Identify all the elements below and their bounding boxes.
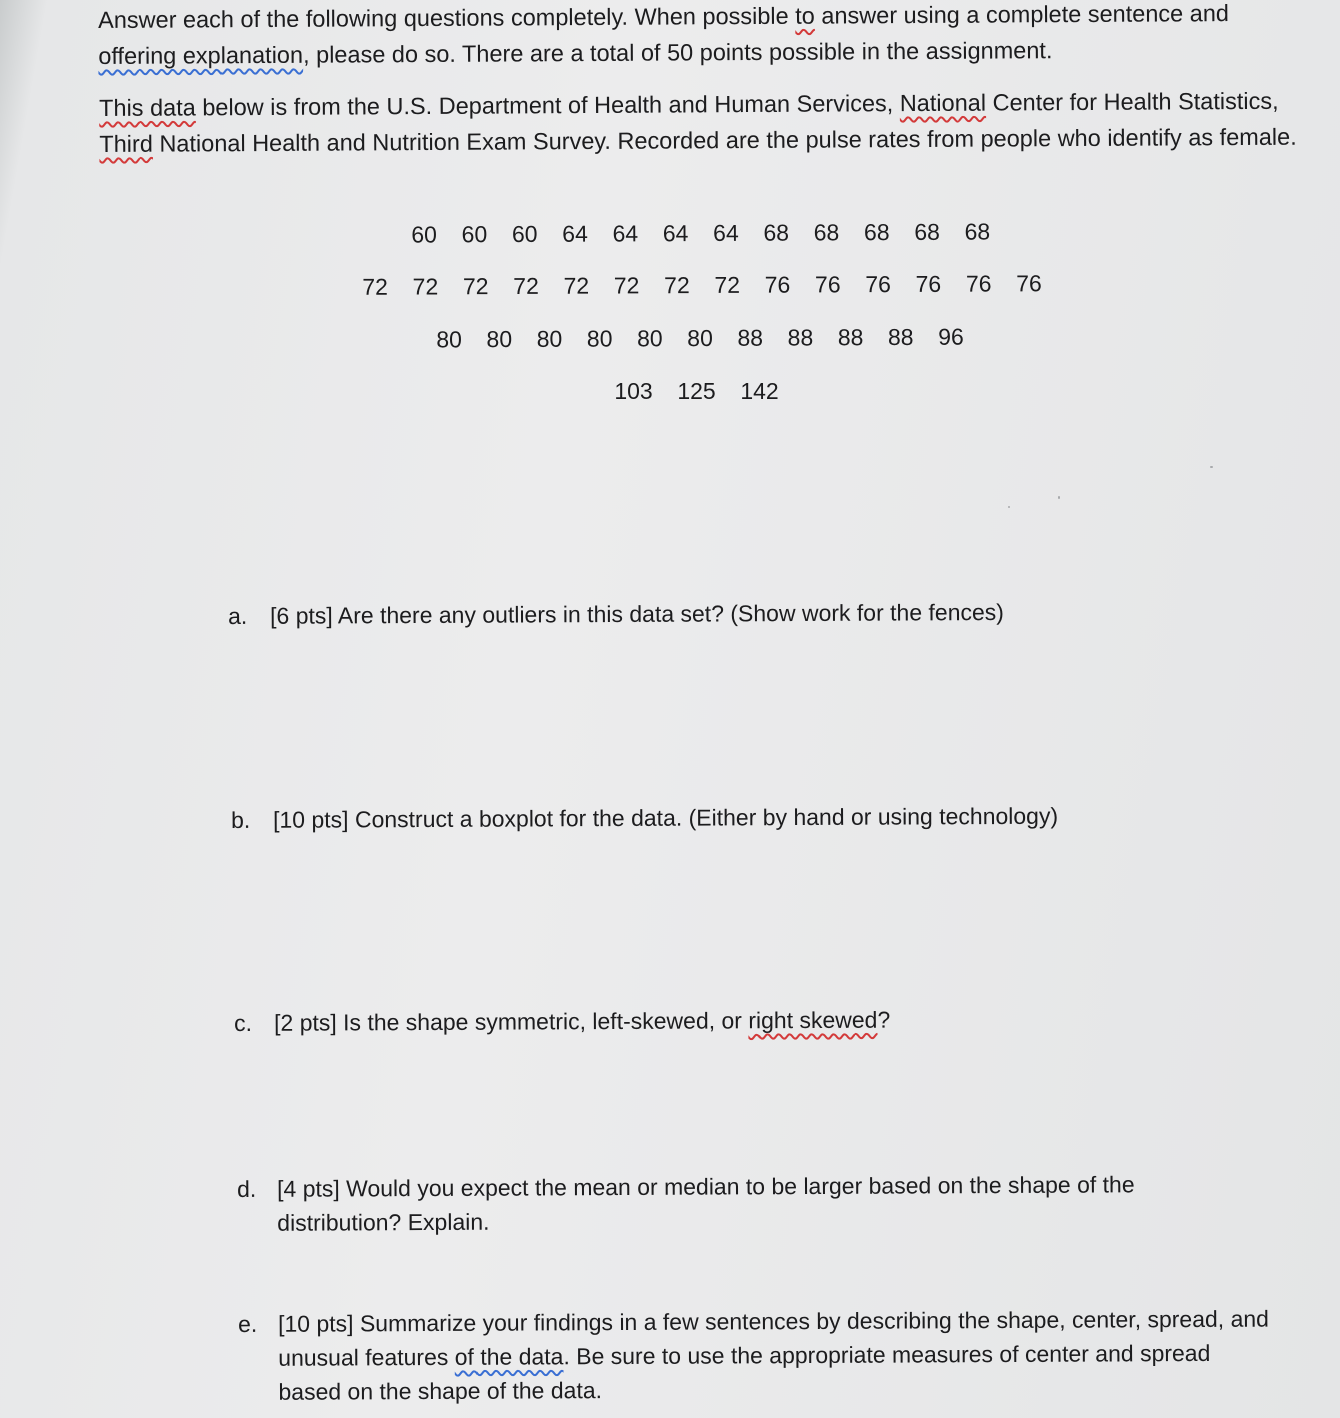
pulse-value: 96 (938, 323, 964, 350)
question-letter: b. (231, 806, 251, 833)
question-d (237, 1167, 1197, 1236)
pulse-data-row-3 (424, 324, 976, 354)
pulse-data-row-4 (602, 378, 791, 405)
pulse-value: 64 (562, 220, 588, 247)
spellcheck-word: Third (99, 130, 153, 157)
instructions-text: answer using a complete sentence and (814, 0, 1230, 29)
question-letter: e. (238, 1310, 258, 1337)
paper-speck (1058, 496, 1060, 499)
question-b (231, 798, 1191, 833)
pulse-value: 68 (813, 219, 840, 246)
question-c (234, 1001, 1134, 1036)
source-text: below is from the U.S. Department of Health and Human Services, (195, 90, 900, 121)
pulse-value: 76 (1016, 270, 1042, 297)
question-letter: a. (228, 602, 248, 629)
pulse-value: 72 (513, 272, 539, 299)
pulse-value: 72 (412, 273, 439, 300)
question-text-part: [10 pts] Summarize your findings in a few sentences by describing the shape, center, spread, and unusual features (278, 1305, 1269, 1371)
question-text: [10 pts] Construct a boxplot for the data. (Either by hand or using technology) (273, 802, 1059, 833)
pulse-value: 125 (677, 378, 716, 404)
question-text-part: ? (877, 1006, 891, 1033)
pulse-data-row-1 (399, 218, 1003, 248)
question-e (238, 1302, 1278, 1405)
pulse-value: 142 (740, 378, 779, 404)
pulse-value: 103 (614, 378, 653, 404)
spellcheck-phrase: right skewed (748, 1006, 878, 1034)
pulse-value: 64 (662, 220, 689, 247)
pulse-value: 88 (887, 323, 914, 351)
source-text: Center for Health Statistics, (985, 87, 1279, 116)
pulse-value: 88 (787, 324, 814, 351)
instructions-text: , please do so. There are a total of 50 points possible in the assignment. (302, 37, 1053, 68)
question-a (228, 594, 1128, 629)
spellcheck-word: National (899, 89, 987, 117)
pulse-value: 76 (764, 271, 791, 298)
pulse-value: 80 (636, 325, 663, 352)
question-text-part: . Be sure to use the appropriate measures of center and spread based on the shape of the data. (278, 1339, 1211, 1405)
pulse-value: 72 (462, 273, 489, 300)
pulse-value: 68 (863, 219, 890, 246)
pulse-value: 68 (964, 218, 991, 245)
source-text: National Health and Nutrition Exam Survey. Recorded are the pulse rates from people who identify as female. (152, 123, 1297, 157)
pulse-value: 72 (563, 272, 590, 299)
spellcheck-phrase: This data (99, 94, 196, 121)
question-text (278, 1302, 1279, 1409)
pulse-value: 76 (865, 271, 891, 298)
question-text: [4 pts] Would you expect the mean or median to be larger based on the shape of the distribution? Explain. (277, 1171, 1135, 1236)
pulse-value: 64 (612, 220, 639, 247)
spellcheck-word: to (795, 2, 815, 29)
paper-speck (1008, 506, 1010, 508)
pulse-value: 80 (687, 324, 713, 352)
pulse-value: 68 (914, 218, 940, 245)
pulse-value: 76 (965, 270, 992, 297)
pulse-value: 60 (461, 221, 488, 248)
pulse-value: 60 (511, 220, 538, 247)
pulse-value: 64 (713, 219, 739, 246)
pulse-value: 80 (586, 325, 613, 352)
paper-speck (1210, 466, 1213, 468)
pulse-value: 76 (814, 271, 841, 298)
pulse-value: 72 (362, 273, 389, 300)
pulse-value: 76 (915, 270, 942, 297)
pulse-value: 60 (411, 221, 438, 248)
question-letter: c. (234, 1009, 253, 1036)
pulse-value: 72 (714, 271, 741, 298)
pulse-value: 80 (536, 325, 563, 352)
question-text: [6 pts] Are there any outliers in this data set? (Show work for the fences) (270, 598, 1004, 629)
pulse-value: 68 (763, 219, 790, 246)
question-letter: d. (237, 1175, 257, 1202)
instructions-text: Answer each of the following questions completely. When possible (98, 2, 796, 33)
pulse-value: 72 (613, 272, 640, 299)
question-text (274, 1003, 890, 1040)
pulse-value: 88 (737, 324, 764, 351)
data-source-paragraph (99, 83, 1299, 162)
pulse-value: 80 (486, 325, 513, 353)
pulse-value: 72 (664, 272, 690, 299)
grammar-check-phrase: of the data (454, 1343, 564, 1370)
instructions-paragraph (98, 0, 1298, 74)
pulse-value: 88 (837, 324, 864, 351)
pulse-value: 80 (436, 326, 462, 353)
grammar-check-phrase: offering explanation (98, 41, 304, 69)
pulse-data-row-2 (350, 270, 1054, 301)
question-text-part: [2 pts] Is the shape symmetric, left-skewed, or (274, 1007, 749, 1036)
